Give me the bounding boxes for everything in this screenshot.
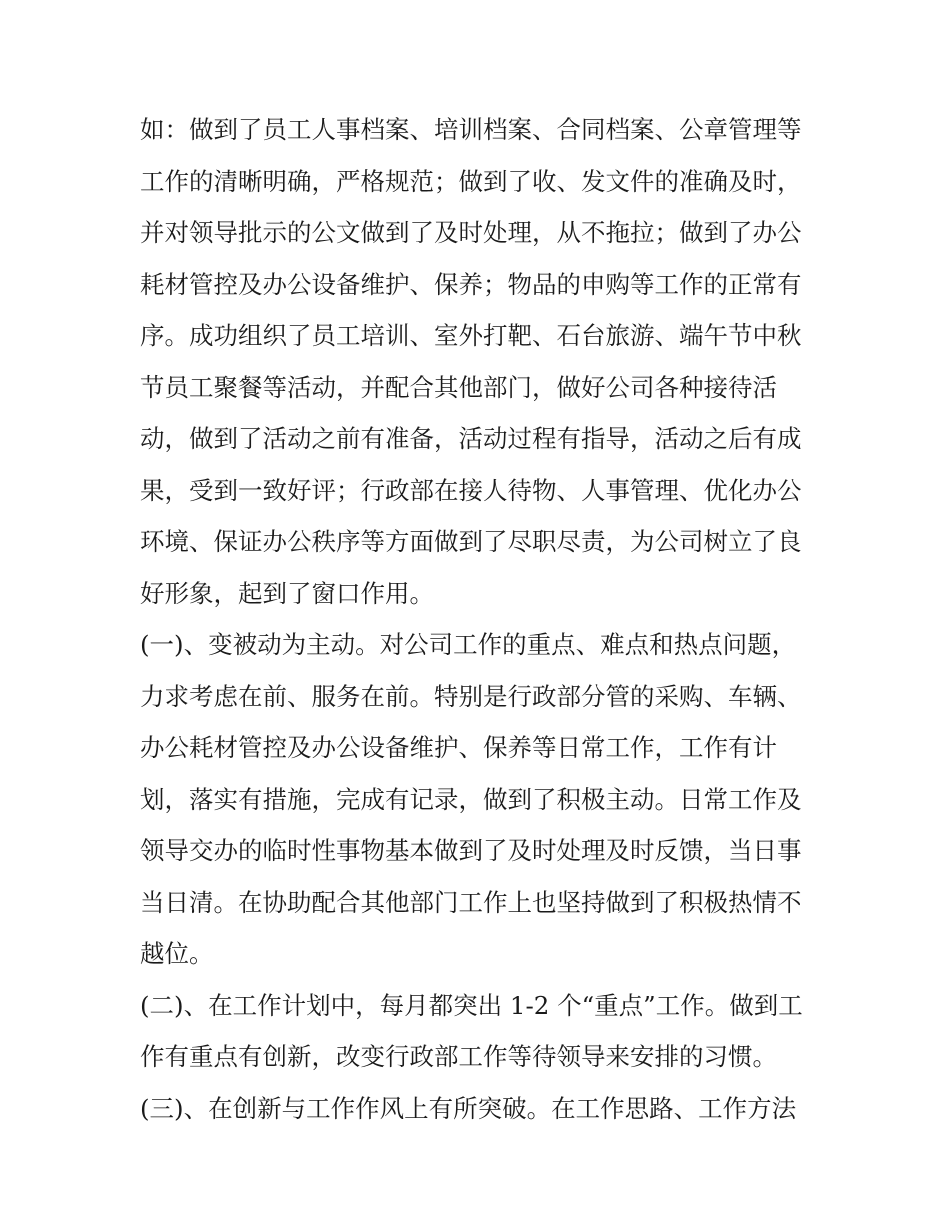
section-heading-line: (二)、在工作计划中，每月都突出 1-2 个“重点”工作。做到工 [140,990,803,1020]
section-heading-line: (三)、在创新与工作作风上有所突破。在工作思路、工作方法 [140,1093,797,1123]
text-line: 并对领导批示的公文做到了及时处理，从不拖拉；做到了办公 [140,218,802,247]
text-line: 作有重点有创新，改变行政部工作等待领导来安排的习惯。 [140,1042,777,1071]
text-line: 办公耗材管控及办公设备维护、保养等日常工作，工作有计 [140,733,777,762]
text-line: 好形象，起到了窗口作用。 [140,578,434,608]
text-line: 领导交办的临时性事物基本做到了及时处理及时反馈，当日事 [140,836,802,865]
text-line: 工作的清晰明确，严格规范；做到了收、发文件的准确及时， [140,166,802,196]
text-line: 环境、保证办公秩序等方面做到了尽职尽责，为公司树立了良 [140,527,802,556]
text-line: 果，受到一致好评；行政部在接人待物、人事管理、优化办公 [140,475,802,505]
text-line: 当日清。在协助配合其他部门工作上也坚持做到了积极热情不 [140,887,802,917]
text-line: 耗材管控及办公设备维护、保养；物品的申购等工作的正常有 [140,269,802,299]
text-line: 动，做到了活动之前有准备，活动过程有指导，活动之后有成 [140,424,802,453]
text-line: 序。成功组织了员工培训、室外打靶、石台旅游、端午节中秋 [140,321,802,350]
text-line: 越位。 [140,939,214,968]
text-line: 划，落实有措施，完成有记录，做到了积极主动。日常工作及 [140,784,802,814]
section-heading-line: (一)、变被动为主动。对公司工作的重点、难点和热点问题， [140,630,797,659]
text-line: 如：做到了员工人事档案、培训档案、合同档案、公章管理等 [140,115,802,144]
text-line: 节员工聚餐等活动，并配合其他部门，做好公司各种接待活 [140,372,777,402]
text-line: 力求考虑在前、服务在前。特别是行政部分管的采购、车辆、 [140,681,802,711]
document-body [140,104,812,1134]
